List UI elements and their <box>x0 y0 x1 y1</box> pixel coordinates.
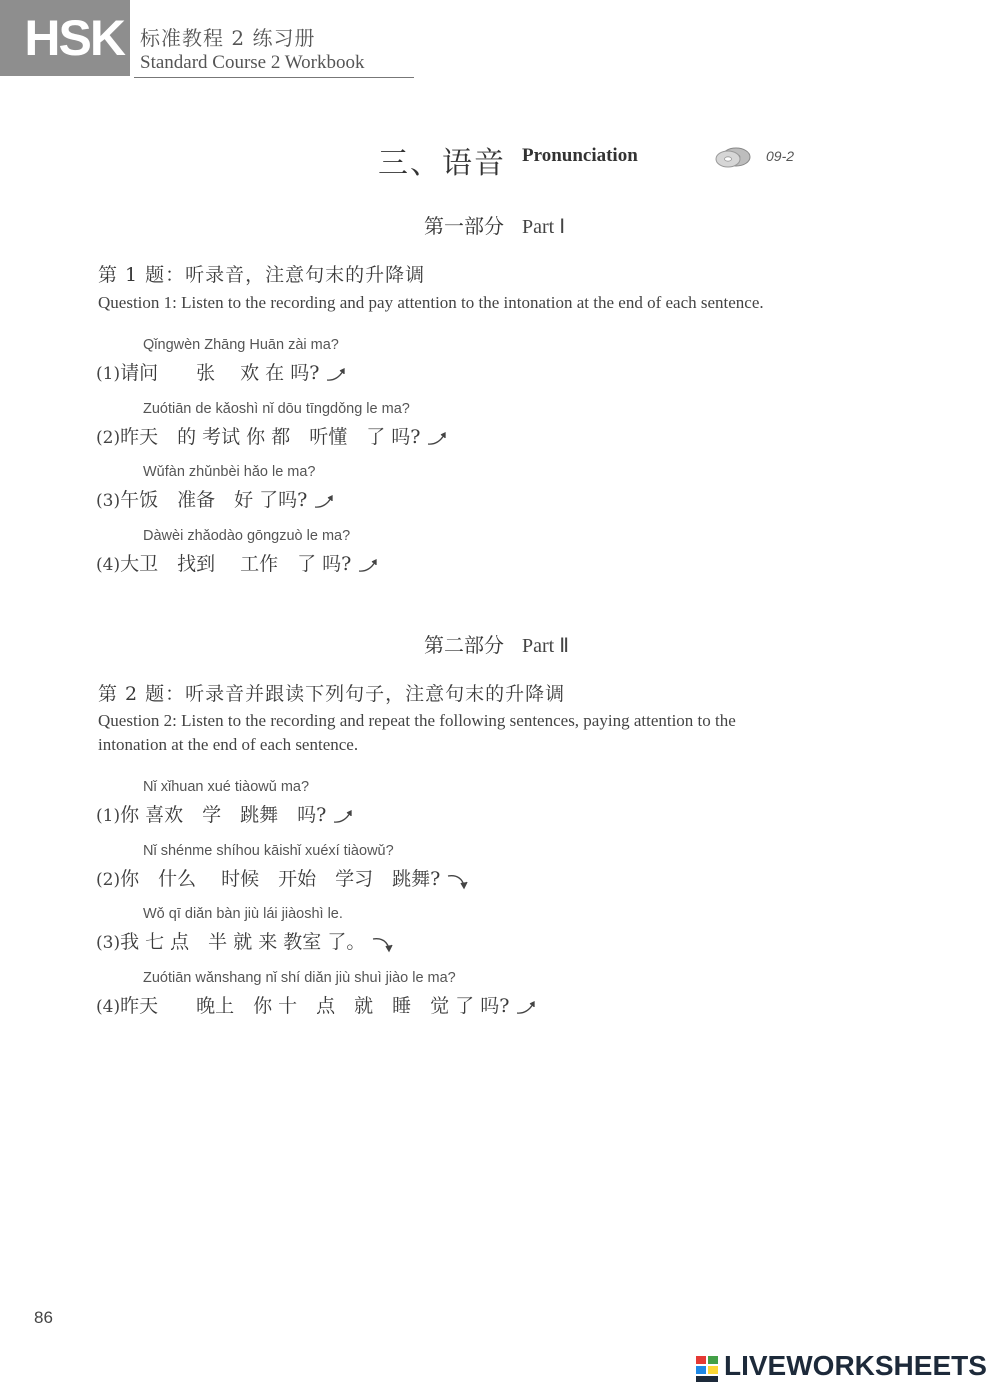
item-number: (1) <box>96 806 121 826</box>
item-sentence: 昨天 晚上 你 十 点 就 睡 觉 了 吗? <box>120 995 510 1017</box>
part1-heading-en: Part Ⅰ <box>522 216 566 238</box>
item-number: (2) <box>96 428 121 448</box>
p2-item3 <box>96 927 395 954</box>
item-number: (3) <box>96 491 121 511</box>
item-sentence: 午饭 准备 好 了吗? <box>120 489 308 511</box>
p1-item1-pinyin: Qǐngwèn Zhāng Huān zài ma? <box>143 337 339 353</box>
rising-intonation-icon <box>332 808 356 826</box>
part1-heading <box>424 210 565 239</box>
rising-intonation-icon <box>357 557 381 575</box>
liveworksheets-brand[interactable]: LIVEWORKSHEETS <box>724 1350 987 1381</box>
header-title-cn: 标准教程 2 练习册 <box>140 26 316 50</box>
item-sentence: 大卫 找到 工作 了 吗? <box>120 553 352 575</box>
section-title-cn: 三、语音 <box>378 146 506 181</box>
item-sentence: 我 七 点 半 就 来 教室 了。 <box>120 931 366 953</box>
p1-item2-pinyin: Zuótiān de kǎoshì nǐ dōu tīngdǒng le ma? <box>143 401 410 417</box>
question1-en: Question 1: Listen to the recording and pay attention to the intonation at the end of each sentence. <box>98 293 764 312</box>
question2-en-line2: intonation at the end of each sentence. <box>98 735 359 754</box>
p1-item3-pinyin: Wǔfàn zhǔnbèi hǎo le ma? <box>143 464 316 480</box>
p2-item1 <box>96 800 356 827</box>
item-number: (2) <box>96 870 121 890</box>
falling-intonation-icon <box>371 934 395 954</box>
audio-track-number: 09-2 <box>766 148 795 164</box>
part2-heading <box>424 629 569 658</box>
p2-item1-pinyin: Nǐ xǐhuan xué tiàowǔ ma? <box>143 779 310 795</box>
audio-cd-icon[interactable] <box>714 144 754 170</box>
question2-cn: 第 2 题：听录音并跟读下列句子，注意句末的升降调 <box>98 683 566 705</box>
item-number: (4) <box>96 555 121 575</box>
question2-en-line1: Question 2: Listen to the recording and repeat the following sentences, paying attention to the <box>98 711 736 730</box>
item-sentence: 你 什么 时候 开始 学习 跳舞? <box>120 868 441 890</box>
rising-intonation-icon <box>515 999 539 1017</box>
p2-item4 <box>96 991 539 1018</box>
header-title-en: Standard Course 2 Workbook <box>140 52 365 73</box>
page-number: 86 <box>34 1308 53 1327</box>
item-sentence: 你 喜欢 学 跳舞 吗? <box>120 804 327 826</box>
p1-item1 <box>96 358 349 385</box>
item-sentence: 昨天 的 考试 你 都 听懂 了 吗? <box>120 426 421 448</box>
p1-item4 <box>96 549 381 576</box>
hsk-logo: HSK <box>0 0 130 76</box>
part2-heading-en: Part Ⅱ <box>522 635 570 657</box>
falling-intonation-icon <box>446 871 470 891</box>
section-title-en: Pronunciation <box>522 145 638 166</box>
part1-heading-cn: 第一部分 <box>424 214 504 238</box>
question1-cn: 第 1 题：听录音，注意句末的升降调 <box>98 264 426 286</box>
rising-intonation-icon <box>313 493 337 511</box>
p1-item3 <box>96 485 337 512</box>
p2-item4-pinyin: Zuótiān wǎnshang nǐ shí diǎn jiù shuì jiào le ma? <box>143 970 456 986</box>
p1-item4-pinyin: Dàwèi zhǎodào gōngzuò le ma? <box>143 528 351 544</box>
item-number: (1) <box>96 364 121 384</box>
item-sentence: 请问 张 欢 在 吗? <box>120 362 320 384</box>
p1-item2 <box>96 422 450 449</box>
liveworksheets-logo-icon[interactable] <box>696 1354 720 1384</box>
item-number: (4) <box>96 997 121 1017</box>
p2-item2-pinyin: Nǐ shénme shíhou kāishǐ xuéxí tiàowǔ? <box>143 843 394 859</box>
p2-item2 <box>96 864 470 891</box>
header-divider <box>134 77 414 78</box>
item-number: (3) <box>96 933 121 953</box>
p2-item3-pinyin: Wǒ qī diǎn bàn jiù lái jiàoshì le. <box>143 906 343 922</box>
part2-heading-cn: 第二部分 <box>424 633 504 657</box>
rising-intonation-icon <box>325 366 349 384</box>
rising-intonation-icon <box>426 430 450 448</box>
